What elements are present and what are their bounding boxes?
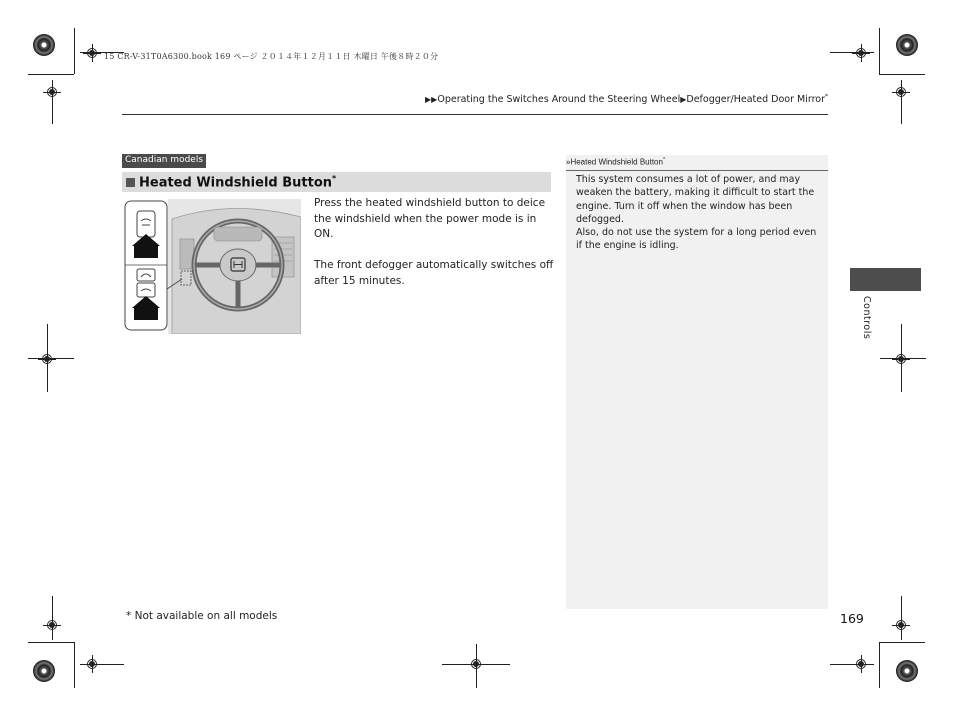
crop-line <box>74 28 75 74</box>
chapter-tab <box>850 268 921 291</box>
breadcrumb <box>425 93 828 105</box>
crop-line <box>28 642 74 643</box>
registration-disc <box>33 34 55 56</box>
crop-line <box>879 74 925 75</box>
registration-mark <box>43 616 61 634</box>
print-header: 15 CR-V-31T0A6300.book 169 ページ ２０１４年１２月１１日 木曜日 午後８時２０分 <box>104 52 439 61</box>
breadcrumb-separator: ▶ <box>680 95 687 105</box>
registration-mark <box>892 83 910 101</box>
registration-mark <box>892 616 910 634</box>
side-note-paragraph: This system consumes a lot of power, and may weaken the battery, making it difficult to start the engine. Turn it off when the window has been defogged. <box>576 174 815 225</box>
side-note-rule <box>566 170 828 171</box>
crop-line <box>879 28 880 74</box>
side-note-paragraph: Also, do not use the system for a long period even if the engine is idling. <box>576 227 817 252</box>
crop-line <box>879 642 880 688</box>
registration-disc <box>33 660 55 682</box>
section-title-text: Heated Windshield Button <box>139 175 333 191</box>
crop-line <box>74 642 75 688</box>
breadcrumb-part1: Operating the Switches Around the Steering Wheel <box>437 94 681 106</box>
footnote: * Not available on all models <box>126 610 278 622</box>
breadcrumb-part2: Defogger/Heated Door Mirror <box>686 94 825 106</box>
registration-mark <box>83 655 101 673</box>
side-note-text <box>576 173 822 253</box>
crop-line <box>28 74 74 75</box>
model-badge: Canadian models <box>122 154 206 168</box>
registration-disc <box>896 660 918 682</box>
registration-mark <box>852 44 870 62</box>
dashboard-illustration <box>122 199 301 334</box>
registration-mark <box>467 655 485 673</box>
header-rule <box>122 114 828 115</box>
side-note-asterisk: * <box>662 157 666 163</box>
breadcrumb-arrows: ▶▶ <box>425 95 438 105</box>
side-note-title <box>566 157 665 167</box>
body-paragraph: Press the heated windshield button to deice the windshield when the power mode is in ON. <box>314 197 546 240</box>
side-note-title-text: Heated Windshield Button <box>570 157 663 167</box>
heading-square-icon <box>126 178 135 187</box>
page-number: 169 <box>840 611 864 626</box>
crop-line <box>879 642 925 643</box>
registration-mark <box>852 655 870 673</box>
registration-disc <box>896 34 918 56</box>
side-note-arrow-icon: » <box>566 157 571 167</box>
registration-mark <box>83 44 101 62</box>
registration-mark <box>43 83 61 101</box>
registration-mark <box>38 350 56 368</box>
chapter-tab-label: Controls <box>861 296 872 340</box>
body-text <box>314 196 554 305</box>
breadcrumb-asterisk: * <box>825 93 828 100</box>
registration-mark <box>892 350 910 368</box>
section-title <box>139 174 336 190</box>
section-heading <box>122 172 551 192</box>
dashboard-drawing <box>122 199 301 334</box>
body-paragraph: The front defogger automatically switches off after 15 minutes. <box>314 259 554 287</box>
section-title-asterisk: * <box>332 173 337 183</box>
